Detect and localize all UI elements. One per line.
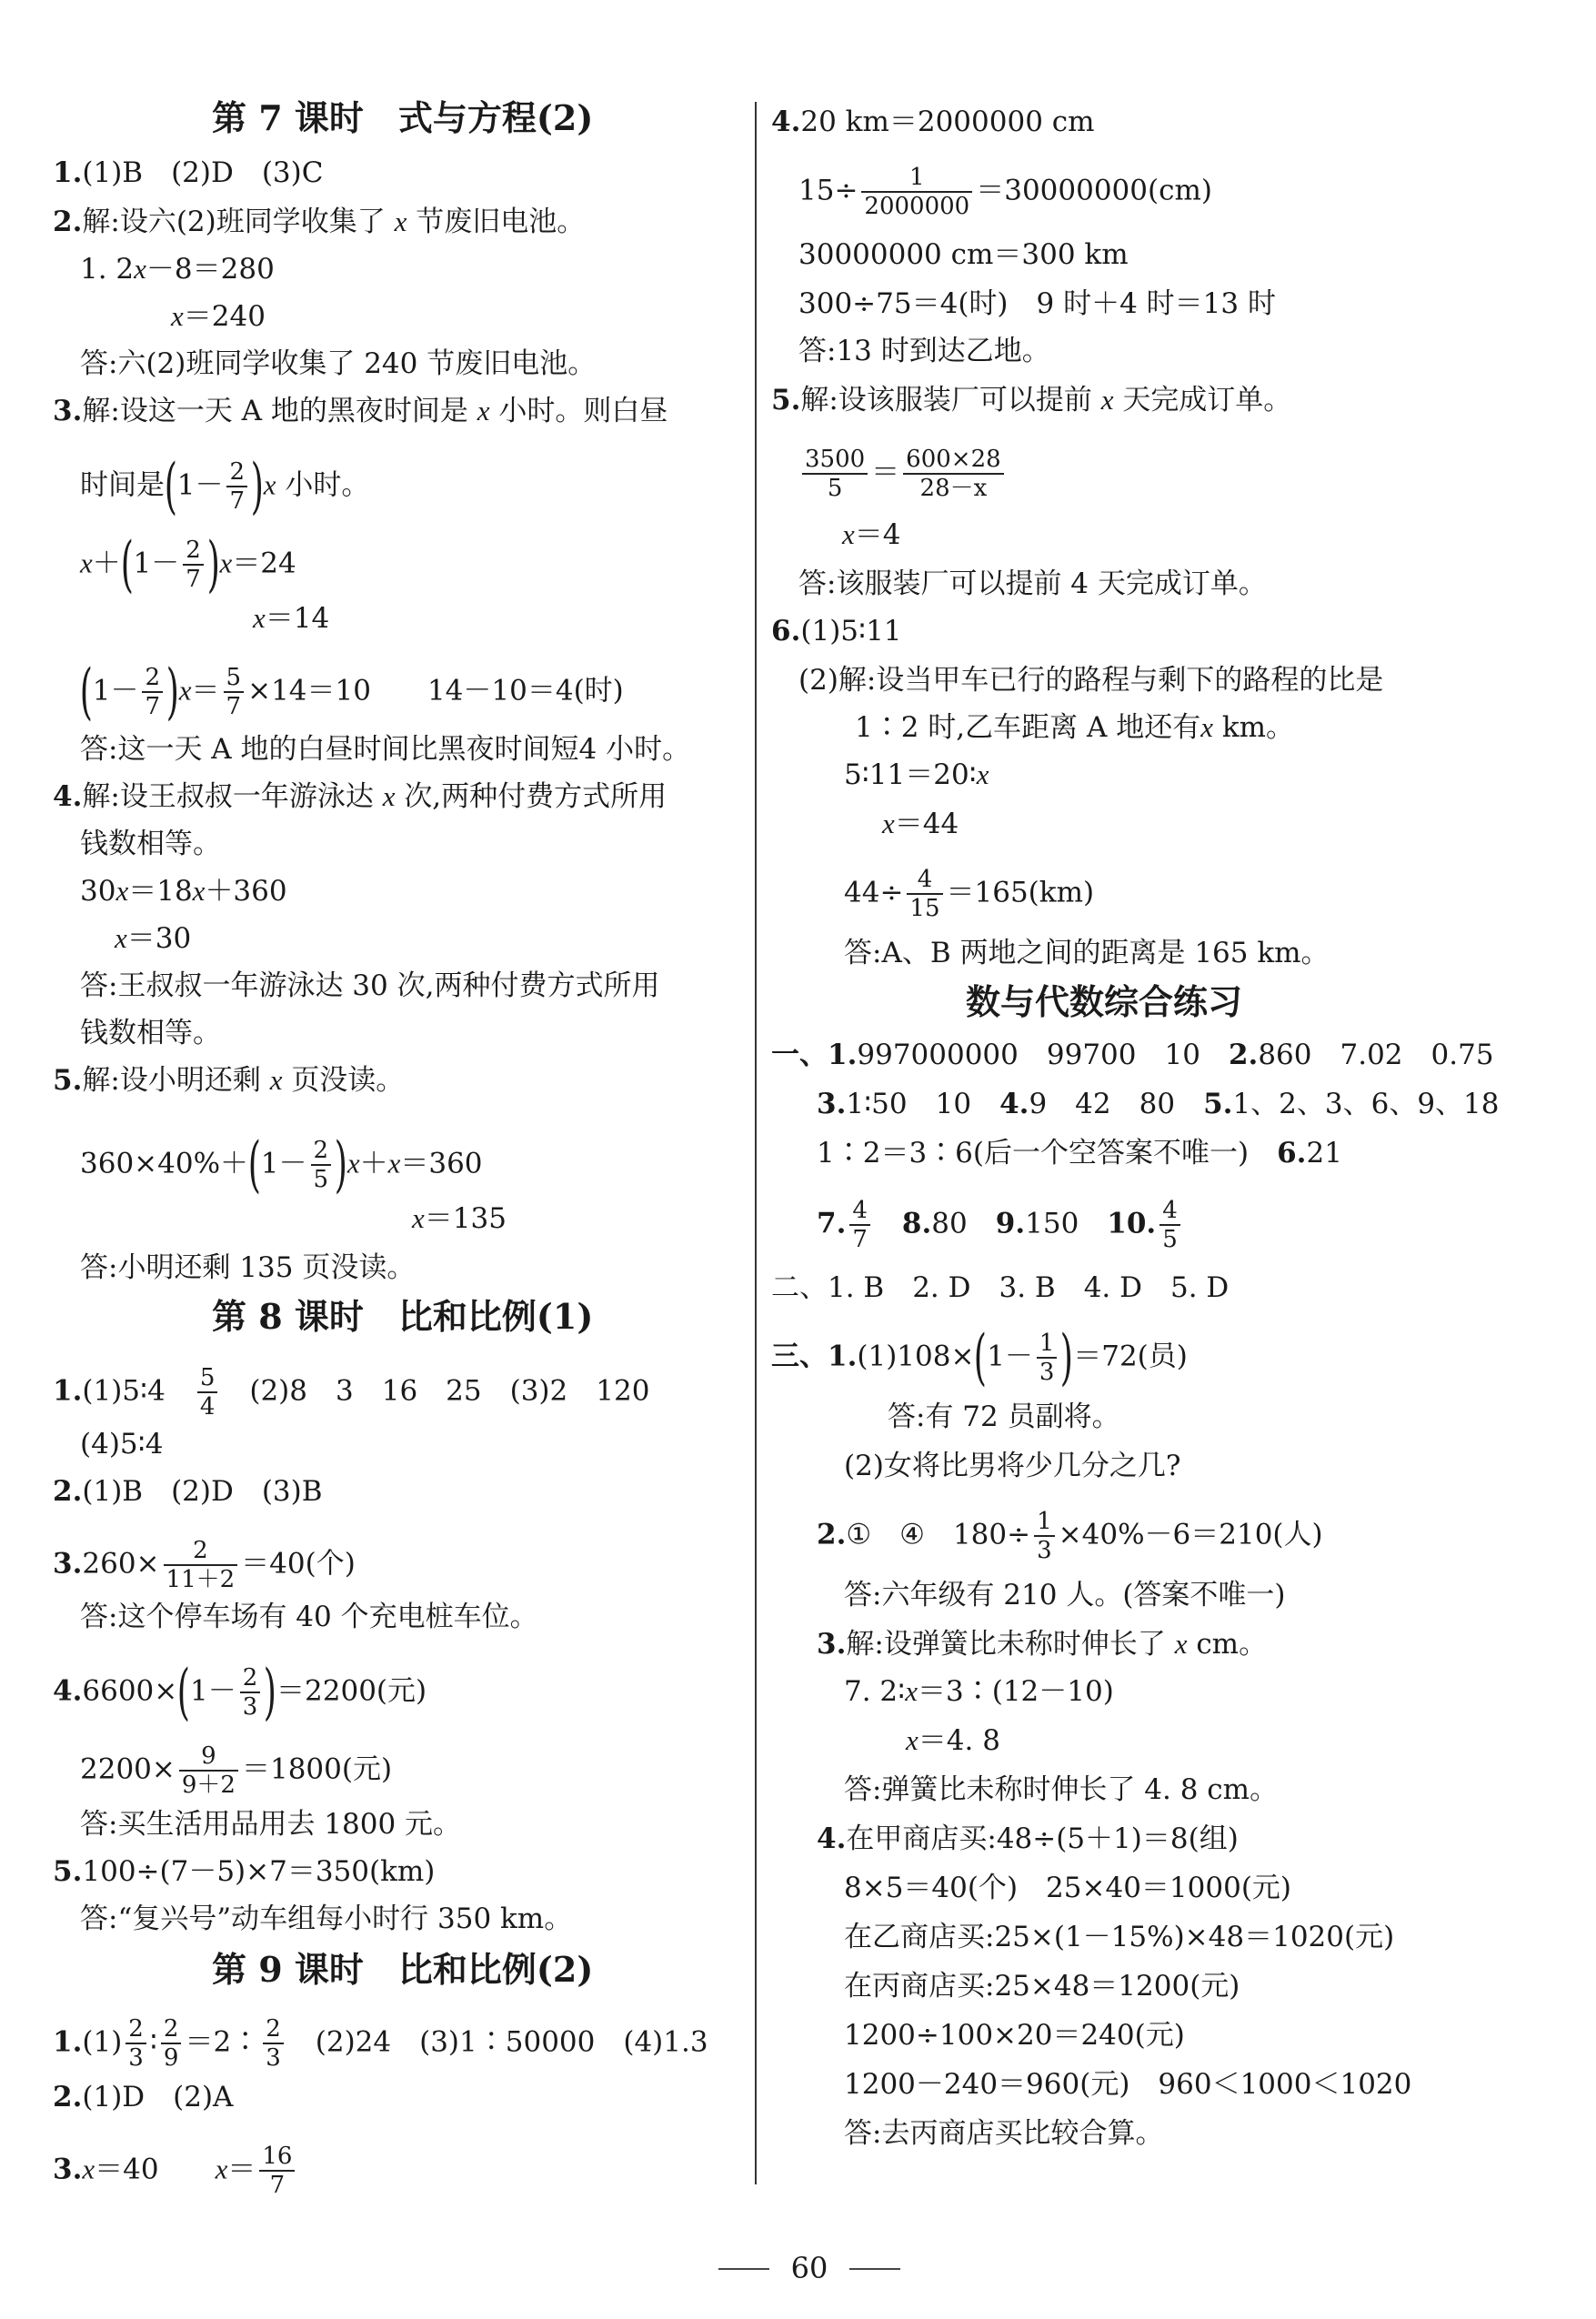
- equation: 在丙商店买:25×48＝1200(元): [844, 1970, 1240, 2003]
- answer-text: 次,两种付费方式所用: [404, 780, 668, 813]
- equation: ① ④ 180÷: [846, 1518, 1031, 1551]
- answer-text: (1)D (2)A: [82, 2081, 234, 2113]
- answer-text: (2)24 (3)1∶50000 (4)1.3: [315, 2025, 708, 2059]
- answer-text: 小时。则白昼: [498, 395, 668, 427]
- var-x: x: [1100, 384, 1114, 416]
- var-x: x: [905, 1675, 918, 1707]
- lesson9-title: 第 9 课时 比和比例(2): [212, 1949, 594, 1990]
- equation: －8＝280: [146, 253, 275, 286]
- answer-text: 150: [1025, 1207, 1079, 1240]
- answer-text: 解:设小明还剩: [82, 1064, 261, 1097]
- fraction: $\frac{2}{11+2}$: [164, 1537, 238, 1593]
- equation: 5∶11＝20∶: [844, 758, 977, 791]
- equation: ＝2200(元): [276, 1674, 427, 1708]
- fraction: $\frac{4}{7}$: [849, 1197, 870, 1253]
- paren: ): [264, 1657, 277, 1727]
- fraction: $\frac{2}{7}$: [183, 537, 204, 593]
- var-x: x: [115, 875, 129, 907]
- column-divider: [755, 102, 757, 2184]
- equation: ＝4: [854, 518, 901, 551]
- paren: ): [1060, 1322, 1074, 1392]
- answer: 答:弹簧比未称时伸长了 4. 8 cm。: [844, 1773, 1279, 1806]
- q-num: 3.: [817, 1088, 847, 1120]
- answer: 答:王叔叔一年游泳达 30 次,两种付费方式所用: [80, 969, 660, 1002]
- fraction: $\frac{2}{5}$: [311, 1137, 332, 1193]
- var-x: x: [842, 518, 855, 550]
- equation: 1－: [987, 1340, 1033, 1373]
- section-title: 数与代数综合练习: [966, 981, 1243, 1022]
- q-num: 3.: [53, 2153, 83, 2186]
- equation: 在乙商店买:25×(1－15%)×48＝1020(元): [844, 1921, 1395, 1953]
- answer-text: 解:设弹簧比未称时伸长了: [846, 1628, 1166, 1661]
- var-x: x: [477, 395, 490, 427]
- q-num: 4.: [53, 1674, 83, 1708]
- lesson8-title: 第 8 课时 比和比例(1): [212, 1296, 594, 1337]
- answer: 钱数相等。: [80, 1017, 221, 1049]
- lesson7-title: 第 7 课时 式与方程(2): [212, 97, 594, 138]
- answer-text: 解:设王叔叔一年游泳达: [82, 780, 374, 813]
- var-x: x: [906, 1724, 918, 1756]
- page-footer: [700, 2246, 918, 2292]
- paren: (: [79, 657, 93, 727]
- var-x: x: [219, 547, 233, 579]
- var-x: x: [346, 1147, 360, 1180]
- equation: ＝40: [95, 2153, 159, 2186]
- q-num: 1.: [53, 2025, 83, 2059]
- answer: 答:去丙商店买比较合算。: [844, 2117, 1164, 2150]
- fraction: $\frac{1}{3}$: [1034, 1508, 1055, 1564]
- q-num: 2.: [53, 1475, 83, 1508]
- var-x: x: [171, 300, 184, 332]
- footer-dash: [849, 2268, 900, 2270]
- answer: 答:买生活用品用去 1800 元。: [80, 1808, 462, 1841]
- section2-answers: 二、1. B 2. D 3. B 4. D 5. D: [771, 1271, 1230, 1304]
- q-num: 2.: [1228, 1039, 1259, 1071]
- q-num: 2.: [817, 1518, 847, 1551]
- paren: ): [166, 657, 179, 727]
- answer: 答:13 时到达乙地。: [798, 335, 1050, 367]
- answer-text: (2)解:设当甲车已行的路程与剩下的路程的比是: [798, 664, 1384, 697]
- var-x: x: [976, 758, 989, 790]
- answer: 答:六(2)班同学收集了 240 节废旧电池。: [80, 347, 597, 380]
- answer-text: (1)5∶4: [82, 1374, 166, 1408]
- fraction: $\frac{2}{3}$: [263, 2015, 284, 2072]
- equation: (1)108×: [857, 1340, 975, 1373]
- fraction: $\frac{16}{7}$: [259, 2143, 295, 2199]
- answer-text: 解:设这一天 A 地的黑夜时间是: [82, 395, 468, 427]
- var-x: x: [1200, 711, 1214, 743]
- equation: ×40%－6＝210(人): [1058, 1518, 1323, 1551]
- equation: ＝165(km): [946, 876, 1095, 909]
- answer-text: (1)B (2)D (3)B: [82, 1475, 323, 1508]
- answer-text: (4)5∶4: [80, 1428, 164, 1461]
- var-x: x: [82, 2153, 95, 2185]
- fraction: $\frac{2}{3}$: [240, 1664, 261, 1721]
- answer: 答:有 72 员副将。: [888, 1400, 1120, 1433]
- paren: (: [164, 451, 177, 521]
- fraction: $\frac{1}{2000000}$: [861, 164, 972, 220]
- equation: 360×40%＋: [80, 1147, 249, 1180]
- var-x: x: [192, 875, 206, 907]
- equation: 100÷(7－5)×7＝350(km): [82, 1855, 436, 1888]
- page-number: 60: [790, 2251, 828, 2285]
- equation: 1－: [176, 468, 224, 502]
- answer: 答:这一天 A 地的白昼时间比黑夜时间短4 小时。: [80, 733, 691, 766]
- var-x: x: [394, 206, 407, 237]
- equation: ＝14: [265, 602, 330, 635]
- q-num: 10.: [1107, 1207, 1157, 1240]
- fraction: $\frac{4}{15}$: [907, 866, 942, 922]
- equation: 30: [80, 875, 116, 908]
- fraction: $\frac{2}{9}$: [161, 2015, 182, 2072]
- answer-text: km。: [1221, 711, 1295, 744]
- answer: 答:“复兴号”动车组每小时行 350 km。: [80, 1902, 573, 1935]
- footer-dash: [718, 2268, 769, 2270]
- answer-text: 小时。: [285, 468, 370, 502]
- paren: ): [206, 529, 220, 599]
- q-num: 6.: [1277, 1137, 1307, 1170]
- var-x: x: [1174, 1628, 1188, 1660]
- answer-text: 解:设该服装厂可以提前: [800, 384, 1092, 417]
- answer-text: 21: [1306, 1137, 1342, 1170]
- answer: 答:这个停车场有 40 个充电桩车位。: [80, 1601, 538, 1633]
- paren: (: [177, 1657, 191, 1727]
- equation: ＝: [227, 2153, 256, 2186]
- equation: ＝240: [183, 300, 266, 333]
- answer-text: 80: [931, 1207, 968, 1240]
- fraction: $\frac{600\times 28}{28-x}$: [903, 446, 1004, 502]
- q-num: 5.: [771, 384, 801, 417]
- answer-text: 1∶50 10: [846, 1088, 972, 1120]
- answer-text: 997000000 99700 10: [857, 1039, 1200, 1071]
- answer-text: (2)8 3 16 25 (3)2 120: [249, 1374, 650, 1408]
- var-x: x: [382, 780, 396, 812]
- equation: 6600×: [82, 1674, 178, 1708]
- answer: 答:六年级有 210 人。(答案不唯一): [844, 1579, 1286, 1611]
- paren: (: [247, 1129, 262, 1200]
- answer-text: cm。: [1196, 1628, 1268, 1661]
- equation: 1－: [260, 1147, 307, 1180]
- equation: 300÷75＝4(时) 9 时＋4 时＝13 时: [798, 287, 1276, 320]
- answer-text: 解:设六(2)班同学收集了: [82, 206, 386, 238]
- fraction: $\frac{2}{7}$: [142, 664, 163, 720]
- equation: ＝360: [400, 1147, 483, 1180]
- fraction: $\frac{1}{3}$: [1037, 1330, 1058, 1386]
- equation: ＝18: [128, 875, 193, 908]
- answer-text: 时间是: [80, 468, 165, 502]
- q-num: 3.: [53, 1547, 83, 1581]
- q-num: 1.: [53, 1374, 83, 1408]
- var-x: x: [80, 547, 93, 579]
- var-x: x: [263, 468, 276, 501]
- q-num: 4.: [817, 1822, 847, 1855]
- equation: 2200×: [80, 1752, 176, 1786]
- paren: ): [250, 451, 264, 521]
- equation: ＝1800(元): [241, 1752, 393, 1786]
- q-num: 5.: [1203, 1088, 1233, 1120]
- q-num: 一、1.: [771, 1039, 858, 1071]
- equation: 20 km＝2000000 cm: [800, 105, 1095, 138]
- equation: 8×5＝40(个) 25×40＝1000(元): [844, 1872, 1292, 1904]
- equation: ＝24: [232, 547, 296, 580]
- equation: ＝3∶(12－10): [918, 1675, 1114, 1708]
- q-num: 2.: [53, 2081, 83, 2113]
- paren: (: [120, 529, 134, 599]
- equation: 1200÷100×20＝240(元): [844, 2019, 1185, 2052]
- equation: 260×: [82, 1547, 160, 1581]
- equation: 在甲商店买:48÷(5＋1)＝8(组): [846, 1822, 1239, 1855]
- answer-text: (1)B (2)D (3)C: [82, 156, 324, 189]
- equation: ＝44: [894, 808, 959, 840]
- q-num: 3.: [817, 1628, 847, 1661]
- var-x: x: [115, 922, 127, 954]
- q-num: 4.: [771, 105, 801, 138]
- equation: ＝30000000(cm): [976, 174, 1212, 207]
- q-num: 三、1.: [771, 1340, 858, 1373]
- equation: ＝30: [126, 922, 192, 955]
- answer-text: 9 42 80: [1029, 1088, 1176, 1120]
- q-num: 9.: [995, 1207, 1026, 1240]
- paren: (: [974, 1322, 988, 1392]
- answer-text: 1、2、3、6、9、18: [1232, 1088, 1500, 1120]
- fraction: $\frac{2}{3}$: [125, 2015, 146, 2072]
- answer: 答:小明还剩 135 页没读。: [80, 1251, 416, 1284]
- q-num: 5.: [53, 1855, 83, 1888]
- q-num: 1.: [53, 156, 83, 189]
- equation: ×14＝10 14－10＝4(时): [247, 674, 624, 708]
- var-x: x: [215, 2153, 228, 2185]
- answer: 答:该服装厂可以提前 4 天完成订单。: [798, 567, 1267, 600]
- q-num: 4.: [53, 780, 83, 813]
- equation: 30000000 cm＝300 km: [798, 238, 1129, 271]
- q-num: 6.: [771, 615, 801, 648]
- q-num: 4.: [999, 1088, 1029, 1120]
- q-num: 2.: [53, 206, 83, 238]
- var-x: x: [882, 808, 895, 839]
- fraction: $\frac{5}{7}$: [224, 664, 245, 720]
- fraction: $\frac{2}{7}$: [226, 458, 247, 515]
- q-num: 5.: [53, 1064, 83, 1097]
- equation: 1. 2: [80, 253, 135, 286]
- equation: 1－: [190, 1674, 236, 1708]
- equation: ＝4. 8: [918, 1724, 1000, 1757]
- equation: 15÷: [798, 174, 858, 207]
- fraction: $\frac{5}{4}$: [197, 1364, 218, 1421]
- answer-text: 钱数相等。: [80, 828, 221, 860]
- fraction: $\frac{4}{5}$: [1159, 1197, 1180, 1253]
- equation: 1200－240＝960(元) 960＜1000＜1020: [844, 2068, 1412, 2101]
- equation: ＝135: [424, 1202, 507, 1235]
- equation: ＋360: [205, 875, 287, 908]
- var-x: x: [178, 674, 192, 707]
- equation: 1－: [92, 674, 139, 708]
- var-x: x: [412, 1202, 425, 1234]
- var-x: x: [387, 1147, 401, 1180]
- var-x: x: [134, 253, 146, 285]
- answer-text: 页没读。: [291, 1064, 405, 1097]
- q-num: 7.: [817, 1207, 847, 1240]
- q-num: 3.: [53, 395, 83, 427]
- answer-text: (1)5∶11: [800, 615, 902, 648]
- answer-text: 天完成订单。: [1122, 384, 1292, 417]
- equation: 44÷: [844, 876, 904, 909]
- paren: ): [334, 1129, 348, 1200]
- answer: 答:A、B 两地之间的距离是 165 km。: [844, 937, 1330, 969]
- var-x: x: [269, 1064, 283, 1096]
- equation: 1－: [133, 547, 180, 580]
- equation: ＝40(个): [241, 1547, 356, 1581]
- equation: (1): [82, 2025, 123, 2059]
- answer-text: 节废旧电池。: [416, 206, 586, 238]
- var-x: x: [253, 602, 266, 634]
- fraction: $\frac{3500}{5}$: [802, 446, 868, 502]
- answer-text: 1∶2＝3∶6(后一个空答案不唯一): [817, 1137, 1250, 1170]
- fraction: $\frac{9}{9+2}$: [179, 1742, 238, 1799]
- answer-text: 860 7.02 0.75: [1258, 1039, 1494, 1071]
- answer-text: 1∶2 时,乙车距离 A 地还有: [855, 711, 1201, 744]
- equation: 7. 2∶: [844, 1675, 906, 1708]
- equation: ＝72(员): [1073, 1340, 1188, 1373]
- q-num: 8.: [901, 1207, 932, 1240]
- answer-text: (2)女将比男将少几分之几?: [844, 1450, 1181, 1482]
